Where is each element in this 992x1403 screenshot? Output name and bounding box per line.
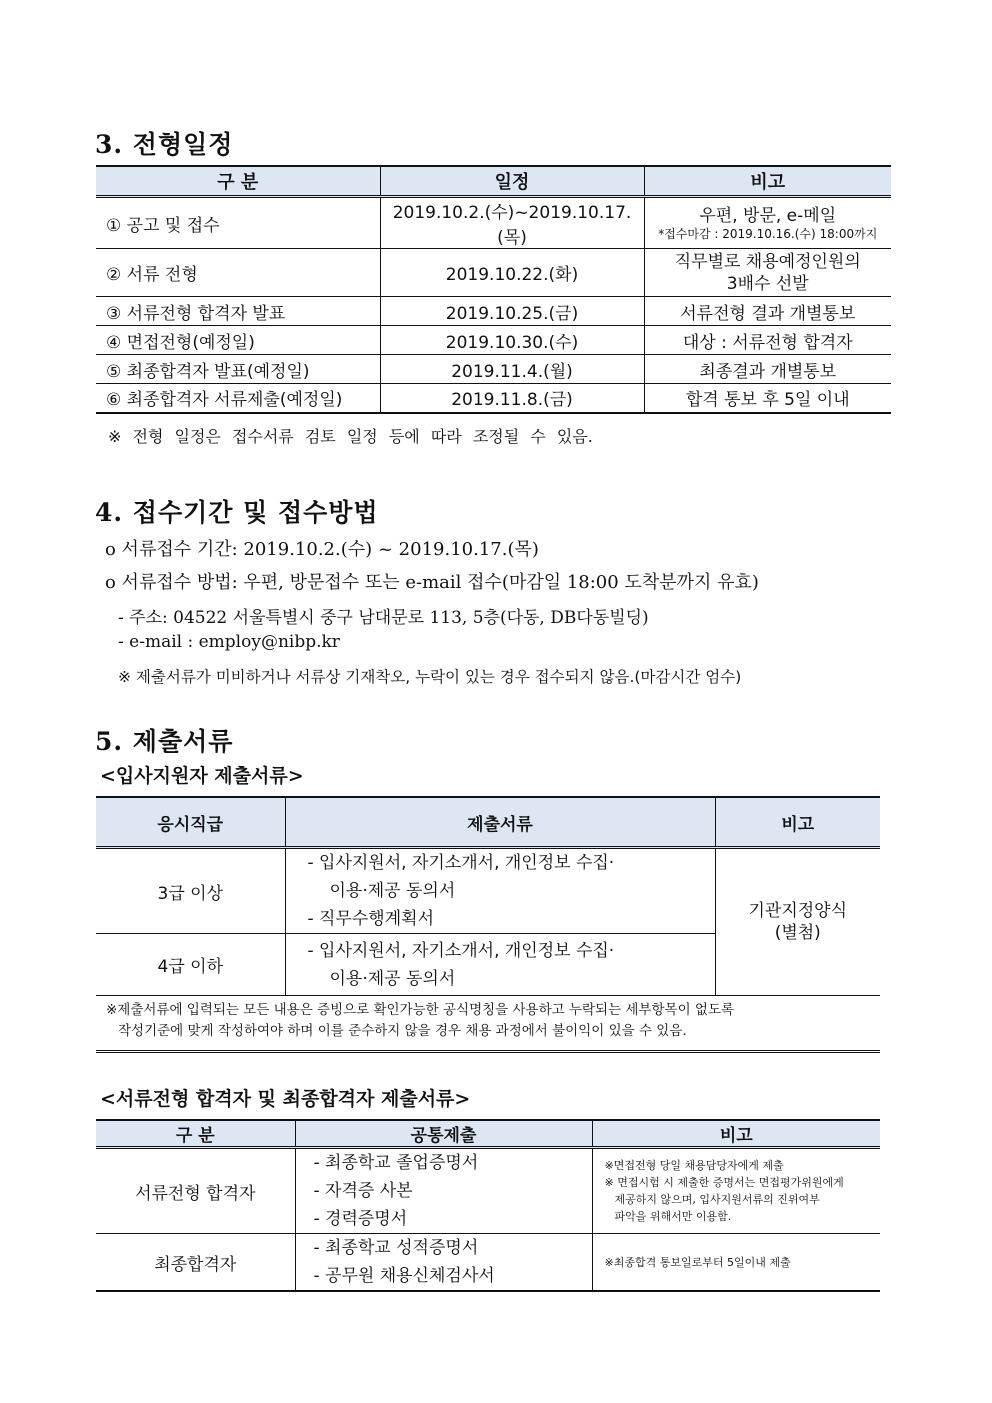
docs-remark-line: 기관지정양식 <box>748 901 848 921</box>
schedule-note: 합격 통보 후 5일 이내 <box>644 384 891 413</box>
pass-item: - 최종학교 성적증명서 <box>313 1238 479 1258</box>
pass-docs-caption: <서류전형 합격자 및 최종합격자 제출서류> <box>100 1088 471 1110</box>
applicant-docs-caption: <입사지원자 제출서류> <box>100 765 304 787</box>
schedule-note: 최종결과 개별통보 <box>644 355 891 384</box>
pass-remark-line: ※면접전형 당일 채용담당자에게 제출 <box>604 1159 784 1172</box>
docs-note <box>96 996 880 1052</box>
schedule-date: 2019.11.8.(금) <box>380 384 644 413</box>
pass-docs-table <box>96 1119 880 1292</box>
pass-row <box>96 1148 880 1234</box>
docs-note-line: 작성기준에 맞게 작성하여야 하며 이를 준수하지 않을 경우 채용 과정에서 불이익이 있을 수 있음. <box>118 1023 687 1039</box>
pass-header-row <box>96 1120 880 1148</box>
schedule-table <box>96 165 891 414</box>
pass-items <box>295 1148 592 1234</box>
application-period: o 서류접수 기간: 2019.10.2.(수) ~ 2019.10.17.(목) <box>105 539 539 560</box>
docs-item: 이용·제공 동의서 <box>329 881 456 901</box>
schedule-row <box>96 326 891 355</box>
application-address: - 주소: 04522 서울특별시 중구 남대문로 113, 5층(다동, DB다동빌딩) <box>118 608 649 628</box>
docs-items <box>285 934 715 996</box>
header-remarks: 비고 <box>644 166 891 197</box>
docs-item: - 입사지원서, 자기소개서, 개인정보 수집· <box>307 940 615 961</box>
schedule-note-sub: 3배수 선발 <box>726 273 809 294</box>
pass-item: - 경력증명서 <box>313 1209 408 1229</box>
header-schedule: 일정 <box>380 166 644 197</box>
schedule-date: 2019.10.25.(금) <box>380 297 644 326</box>
docs-item: 이용·제공 동의서 <box>329 968 456 989</box>
schedule-step: ⑤ 최종합격자 발표(예정일) <box>96 355 380 384</box>
pass-remark <box>592 1148 880 1234</box>
pass-item: - 최종학교 졸업증명서 <box>313 1153 479 1173</box>
schedule-row <box>96 297 891 326</box>
application-email: - e-mail : employ@nibp.kr <box>118 632 340 652</box>
header-documents: 제출서류 <box>285 797 715 848</box>
schedule-date: 2019.10.2.(수)~2019.10.17.(목) <box>380 197 644 249</box>
header-common: 공통제출 <box>295 1120 592 1148</box>
pass-remark-line: ※최종합격 통보일로부터 5일이내 제출 <box>604 1255 791 1269</box>
docs-note-row <box>96 996 880 1052</box>
schedule-footnote: ※ 전형 일정은 접수서류 검토 일정 등에 따라 조정될 수 있음. <box>108 427 593 446</box>
schedule-row <box>96 355 891 384</box>
docs-note-line: ※제출서류에 입력되는 모든 내용은 증빙으로 확인가능한 공식명칭을 사용하고 누락되는 세부항목이 없도록 <box>106 1002 735 1018</box>
schedule-row <box>96 197 891 249</box>
pass-item: - 공무원 채용신체검사서 <box>313 1266 495 1286</box>
section-5-title: 5. 제출서류 <box>95 727 234 756</box>
pass-items <box>295 1234 592 1292</box>
pass-remark <box>592 1234 880 1292</box>
header-remarks: 비고 <box>592 1120 880 1148</box>
header-remarks: 비고 <box>715 797 880 848</box>
pass-item: - 자격증 사본 <box>313 1181 413 1201</box>
header-category: 구 분 <box>96 1120 295 1148</box>
schedule-step: ② 서류 전형 <box>96 249 380 297</box>
schedule-date: 2019.10.30.(수) <box>380 326 644 355</box>
docs-grade: 3급 이상 <box>96 848 285 934</box>
schedule-step: ① 공고 및 접수 <box>96 197 380 249</box>
schedule-note <box>644 197 891 249</box>
pass-type: 최종합격자 <box>96 1234 295 1292</box>
section-3-title: 3. 전형일정 <box>95 130 234 159</box>
schedule-date: 2019.10.22.(화) <box>380 249 644 297</box>
schedule-note-sub: *접수마감 : 2019.10.16.(수) 18:00까지 <box>658 227 878 241</box>
schedule-row <box>96 249 891 297</box>
docs-remark-line: (별첨) <box>774 923 821 943</box>
applicant-docs-table <box>96 796 880 1053</box>
docs-row <box>96 848 880 934</box>
docs-remark <box>715 848 880 996</box>
docs-header-row <box>96 797 880 848</box>
schedule-step: ⑥ 최종합격자 서류제출(예정일) <box>96 384 380 413</box>
section-4-title: 4. 접수기간 및 접수방법 <box>95 498 379 527</box>
schedule-note <box>644 249 891 297</box>
schedule-note: 서류전형 결과 개별통보 <box>644 297 891 326</box>
schedule-row <box>96 384 891 413</box>
docs-item: - 직무수행계획서 <box>307 909 434 929</box>
schedule-note-main: 직무별로 채용예정인원의 <box>674 251 861 272</box>
docs-item: - 입사지원서, 자기소개서, 개인정보 수집· <box>307 853 615 873</box>
pass-remark-line: 제공하지 않으며, 입사지원서류의 진위여부 <box>614 1193 820 1206</box>
schedule-header-row <box>96 166 891 197</box>
pass-remark-line: ※ 면접시험 시 제출한 증명서는 면접평가위원에게 <box>604 1176 844 1189</box>
docs-grade: 4급 이하 <box>96 934 285 996</box>
docs-items <box>285 848 715 934</box>
schedule-date: 2019.11.4.(월) <box>380 355 644 384</box>
schedule-note-main: 우편, 방문, e-메일 <box>699 206 837 226</box>
schedule-step: ④ 면접전형(예정일) <box>96 326 380 355</box>
schedule-note: 대상 : 서류전형 합격자 <box>644 326 891 355</box>
header-category: 구 분 <box>96 166 380 197</box>
schedule-step: ③ 서류전형 합격자 발표 <box>96 297 380 326</box>
pass-remark-line: 파악을 위해서만 이용함. <box>614 1210 732 1223</box>
pass-type: 서류전형 합격자 <box>96 1148 295 1234</box>
application-footnote: ※ 제출서류가 미비하거나 서류상 기재착오, 누락이 있는 경우 접수되지 않음.(마감시간 엄수) <box>118 668 742 686</box>
header-grade: 응시직급 <box>96 797 285 848</box>
pass-row <box>96 1234 880 1292</box>
application-method: o 서류접수 방법: 우편, 방문접수 또는 e-mail 접수(마감일 18:00 도착분까지 유효) <box>105 572 759 593</box>
